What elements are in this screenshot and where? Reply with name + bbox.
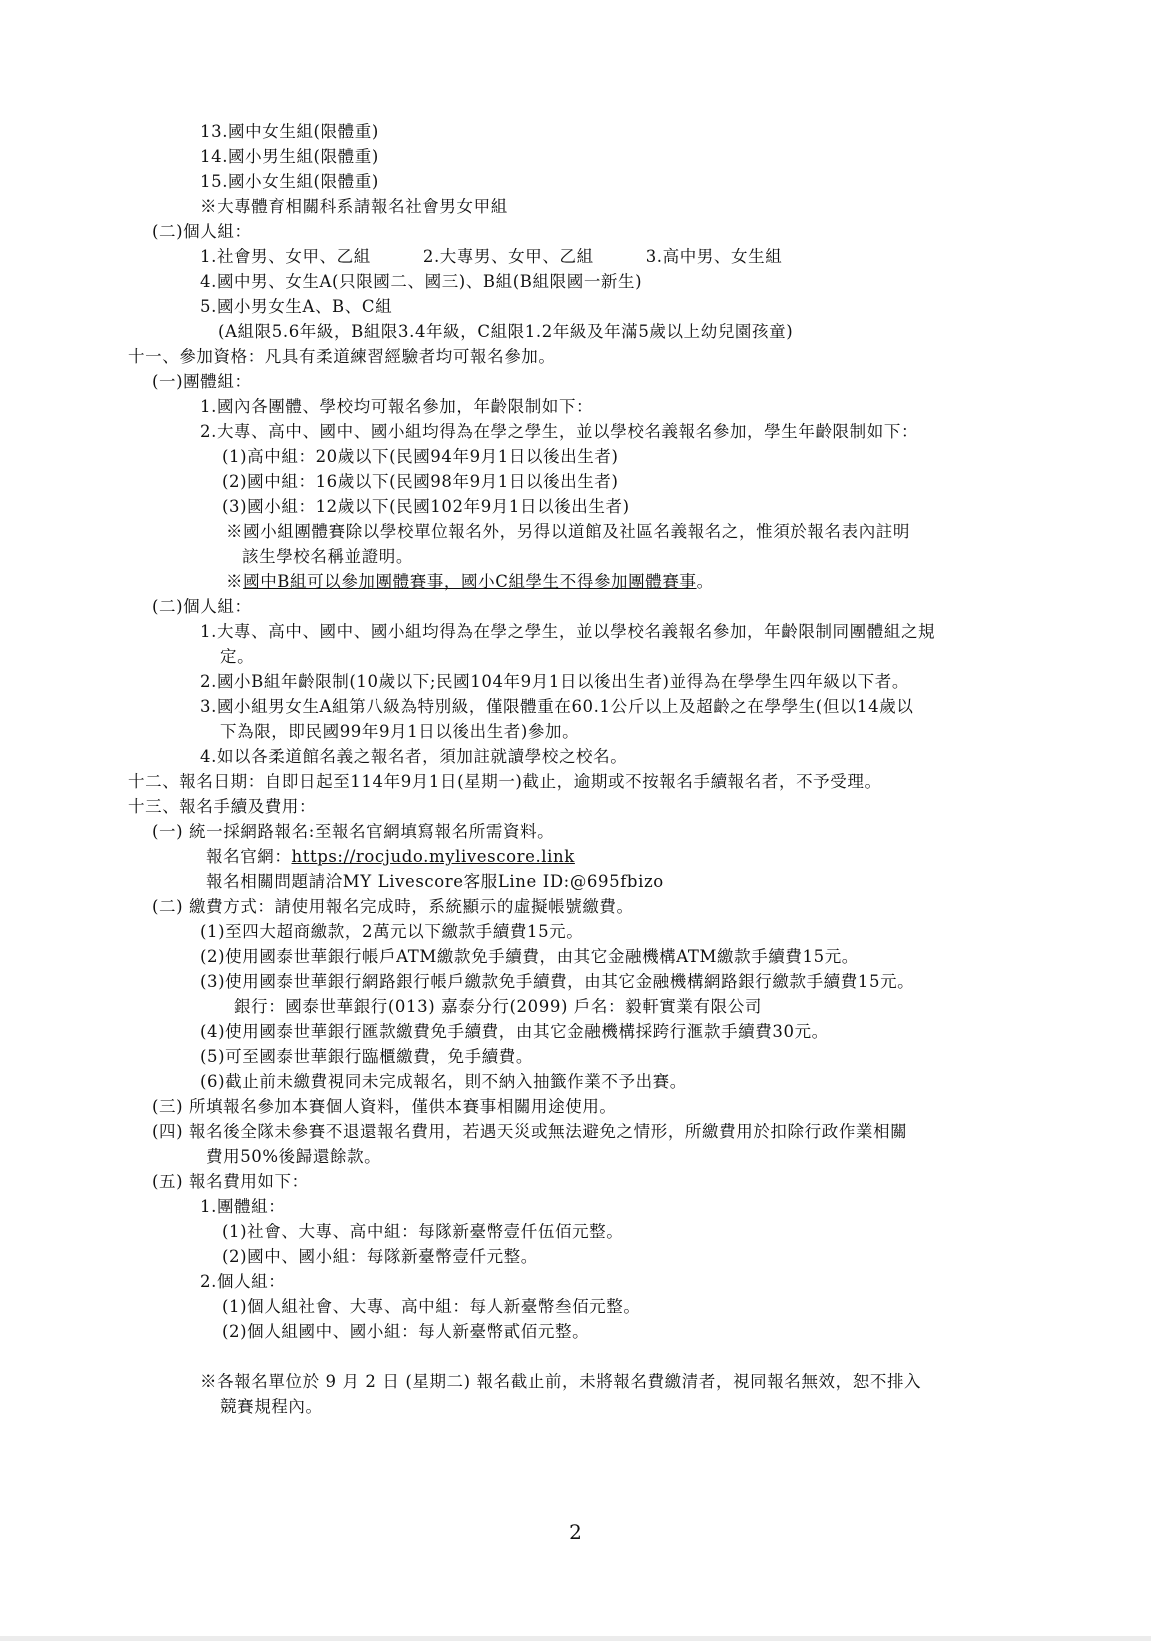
text-line: 14.國小男生組(限體重) [200, 147, 379, 166]
text-line: (5)可至國泰世華銀行臨櫃繳費，免手續費。 [200, 1047, 533, 1066]
note-line [226, 571, 714, 593]
label: 報名官網： [206, 847, 292, 866]
text-line [200, 246, 782, 268]
text-line: 下為限，即民國99年9月1日以後出生者)參加。 [220, 722, 580, 741]
text-line: ※大專體育相關科系請報名社會男女甲組 [200, 197, 508, 216]
text-line: 報名相關問題請洽MY Livescore客服Line ID:@695fbizo [206, 872, 664, 891]
text-line: 3.國小組男女生A組第八級為特別級，僅限體重在60.1公斤以上及超齡之在學學生(但以14歲以 [200, 697, 914, 716]
note-line: ※各報名單位於 9 月 2 日 (星期二) 報名截止前，未將報名費繳清者，視同報名無效，恕不排入 [200, 1372, 922, 1391]
text-line: 13.國中女生組(限體重) [200, 122, 379, 141]
text-line: 1.大專、高中、國中、國小組均得為在學之學生，並以學校名義報名參加，年齡限制同團體組之規 [200, 622, 936, 641]
text-line: 4.如以各柔道館名義之報名者，須加註就讀學校之校名。 [200, 747, 628, 766]
note-end: 。 [696, 572, 714, 591]
registration-link[interactable]: https://rocjudo.mylivescore.link [291, 847, 575, 866]
text-line: 費用50%後歸還餘款。 [206, 1147, 382, 1166]
text-line: (1)個人組社會、大專、高中組：每人新臺幣叁佰元整。 [222, 1297, 641, 1316]
text-line: 1.團體組： [200, 1197, 286, 1216]
text-line: (2)國中、國小組：每隊新臺幣壹仟元整。 [222, 1247, 538, 1266]
section-heading: (二)個人組： [152, 597, 252, 616]
text-line: (1)社會、大專、高中組：每隊新臺幣壹仟伍佰元整。 [222, 1222, 624, 1241]
underlined-note: 國中B組可以參加團體賽事，國小C組學生不得參加團體賽事 [243, 572, 697, 591]
text-line: (1)高中組：20歲以下(民國94年9月1日以後出生者) [222, 447, 619, 466]
text-line: (1)至四大超商繳款，2萬元以下繳款手續費15元。 [200, 922, 584, 941]
section-heading: (四) 報名後全隊未參賽不退還報名費用，若遇天災或無法避免之情形，所繳費用於扣除行政作業相關 [152, 1122, 908, 1141]
section-heading: (二) 繳費方式：請使用報名完成時，系統顯示的虛擬帳號繳費。 [152, 897, 634, 916]
chapter-heading: 十三、報名手續及費用： [128, 797, 317, 816]
page-number: 2 [569, 1520, 582, 1544]
text-line: 2.大專、高中、國中、國小組均得為在學之學生，並以學校名義報名參加，學生年齡限制如下： [200, 422, 919, 441]
text-line: (A組限5.6年級，B組限3.4年級，C組限1.2年級及年滿5歲以上幼兒園孩童) [218, 322, 794, 341]
note-line: 該生學校名稱並證明。 [242, 547, 413, 566]
text-line: (3)國小組：12歲以下(民國102年9月1日以後出生者) [222, 497, 630, 516]
text-line: 1.國內各團體、學校均可報名參加，年齡限制如下： [200, 397, 594, 416]
group-item: 2.大專男、女甲、乙組 [422, 247, 594, 266]
group-item: 3.高中男、女生組 [645, 247, 783, 266]
text-line [206, 846, 575, 868]
text-line: 5.國小男女生A、B、C組 [200, 297, 393, 316]
bottom-edge [0, 1636, 1151, 1641]
section-heading: (三) 所填報名參加本賽個人資料，僅供本賽事相關用途使用。 [152, 1097, 617, 1116]
chapter-heading: 十一、參加資格：凡具有柔道練習經驗者均可報名參加。 [128, 347, 556, 366]
text-line: (2)個人組國中、國小組：每人新臺幣貳佰元整。 [222, 1322, 590, 1341]
section-heading: (一)團體組： [152, 372, 252, 391]
text-line: (6)截止前未繳費視同未完成報名，則不納入抽籤作業不予出賽。 [200, 1072, 687, 1091]
note-mark: ※ [226, 572, 244, 591]
section-heading: (二)個人組： [152, 222, 252, 241]
text-line: (2)使用國泰世華銀行帳戶ATM繳款免手續費，由其它金融機構ATM繳款手續費15元。 [200, 947, 859, 966]
section-heading: (五) 報名費用如下： [152, 1172, 309, 1191]
note-line: 競賽規程內。 [220, 1397, 323, 1416]
group-item: 1.社會男、女甲、乙組 [200, 247, 371, 266]
text-line: 2.個人組： [200, 1272, 286, 1291]
text-line: 15.國小女生組(限體重) [200, 172, 379, 191]
text-line: 2.國小B組年齡限制(10歲以下;民國104年9月1日以後出生者)並得為在學學生四年級以下者。 [200, 672, 909, 691]
bank-info: 銀行：國泰世華銀行(013) 嘉泰分行(2099) 戶名：毅軒實業有限公司 [234, 997, 762, 1016]
chapter-heading: 十二、報名日期：自即日起至114年9月1日(星期一)截止，逾期或不按報名手續報名者，不予受理。 [128, 772, 882, 791]
text-line: 定。 [220, 647, 255, 666]
text-line: 4.國中男、女生A(只限國二、國三)、B組(B組限國一新生) [200, 272, 643, 291]
text-line: (4)使用國泰世華銀行匯款繳費免手續費，由其它金融機構採跨行滙款手續費30元。 [200, 1022, 829, 1041]
note-line: ※國小組團體賽除以學校單位報名外，另得以道館及社區名義報名之，惟須於報名表內註明 [226, 522, 910, 541]
text-line: (2)國中組：16歲以下(民國98年9月1日以後出生者) [222, 472, 619, 491]
section-heading: (一) 統一採網路報名:至報名官網填寫報名所需資料。 [152, 822, 555, 841]
text-line: (3)使用國泰世華銀行網路銀行帳戶繳款免手續費，由其它金融機構網路銀行繳款手續費15元。 [200, 972, 915, 991]
